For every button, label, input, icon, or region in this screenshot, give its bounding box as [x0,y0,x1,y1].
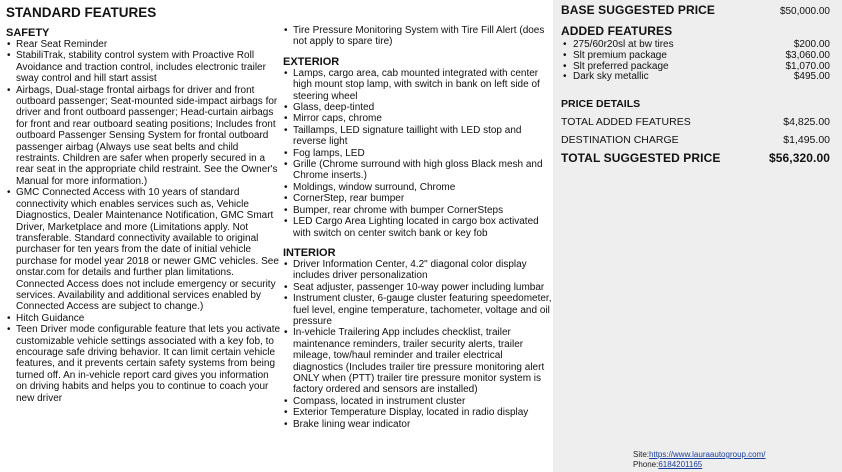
price-details-title: PRICE DETAILS [561,98,641,110]
interior-list [283,259,553,430]
added-feature-label: • Dark sky metallic [561,72,649,83]
pricing-panel [553,0,842,472]
section-title-interior: INTERIOR [283,246,336,259]
exterior-list [283,68,553,239]
site-label: Site: [633,450,650,459]
total-added-row [561,116,830,128]
dealer-footer [633,450,766,469]
base-price-label: BASE SUGGESTED PRICE [561,3,716,17]
list-item: • Airbags, Dual-stage frontal airbags for driver and front outboard passenger; Seat-mounted side-impact airbags for driver and front outboard passenger; Head-curtain airbags for front and rear outboard seating positions; Includes front outboard Passenger Sensing System for frontal outboard passenger airbag (Always use seat belts and child restraints. Children are safer when properly secured in a rear seat in the appropriate child restraint. See the Owner's Manual for more information.) [6,85,282,188]
list-item: • Moldings, window surround, Chrome [283,182,553,193]
site-link[interactable]: https://www.lauraautogroup.com/ [649,450,766,459]
features-column-right [283,25,553,430]
added-feature-label: • Slt premium package [561,51,667,62]
total-added-value: $4,825.00 [783,116,830,128]
added-feature-row [561,51,830,62]
safety-list [6,39,282,404]
list-item: • Rear Seat Reminder [6,39,282,50]
section-title-safety: SAFETY [6,27,50,39]
destination-value: $1,495.00 [783,134,830,146]
added-features-title: ADDED FEATURES [561,24,673,38]
total-label: TOTAL SUGGESTED PRICE [561,151,721,165]
list-item: • Exterior Temperature Display, located in radio display [283,407,553,418]
list-item: • Lamps, cargo area, cab mounted integrated with center high mount stop lamp, with switch in bank on left side of steering wheel [283,68,553,102]
added-features-list [561,40,830,83]
features-column-left [6,5,282,404]
destination-row [561,134,830,146]
list-item: • Fog lamps, LED [283,148,553,159]
list-item: • StabiliTrak, stability control system with Proactive Roll Avoidance and traction control, includes electronic trailer sway control and hill start assist [6,50,282,84]
added-feature-price: $495.00 [793,71,830,83]
phone-link[interactable]: 6184201165 [658,459,703,469]
list-item: • CornerStep, rear bumper [283,193,553,204]
list-item: • Glass, deep-tinted [283,102,553,113]
list-item: • In-vehicle Trailering App includes checklist, trailer maintenance reminders, trailer security alerts, trailer mileage, tow/haul reminder and trailer electrical diagnostics (Includes trailer tire pressure monitoring alert ONLY when (PTT) trailer tire pressure monitor system is factory ordered and sensors are installed) [283,327,553,395]
list-item: • Taillamps, LED signature taillight with LED stop and reverse light [283,125,553,148]
list-item: • LED Cargo Area Lighting located in cargo box activated with switch on center switch bank or key fob [283,216,553,239]
list-item: • Mirror caps, chrome [283,113,553,124]
safety-list-continued [283,25,553,48]
list-item: • Compass, located in instrument cluster [283,396,553,407]
total-added-label: TOTAL ADDED FEATURES [561,116,691,128]
added-feature-price: $3,060.00 [785,49,830,61]
total-row [561,151,830,165]
list-item: • Hitch Guidance [6,313,282,324]
list-item: • Seat adjuster, passenger 10-way power including lumbar [283,282,553,293]
total-value: $56,320.00 [768,151,830,165]
base-price-row [561,3,830,17]
added-feature-label: • 275/60r20sl at bw tires [561,40,674,51]
list-item: • Driver Information Center, 4.2" diagonal color display includes driver personalization [283,259,553,282]
added-features [561,24,830,83]
list-item: • Tire Pressure Monitoring System with Tire Fill Alert (does not apply to spare tire) [283,25,553,48]
added-feature-label: • Slt preferred package [561,62,669,73]
page-title: STANDARD FEATURES [6,5,157,20]
list-item: • Brake lining wear indicator [283,419,553,430]
phone-label: Phone: [633,459,659,469]
added-feature-price: $200.00 [793,39,830,50]
list-item: • Bumper, rear chrome with bumper CornerSteps [283,205,553,216]
site-line [633,450,766,460]
list-item: • GMC Connected Access with 10 years of standard connectivity which enables services such as, Vehicle Diagnostics, Dealer Maintenance Notification, GMC Smart Driver, Marketplace and more (Limitations apply. Not transferable. Standard connectivity available to original purchaser for ten years from the date of initial vehicle purchase for model year 2018 or newer GMC vehicles. See onstar.com for details and further plan limitations. Connected Access does not include emergency or security services. Availability and additional services enabled by Connected Access are subject to change.) [6,187,282,312]
list-item: • Grille (Chrome surround with high gloss Black mesh and Chrome inserts.) [283,159,553,182]
list-item: • Teen Driver mode configurable feature that lets you activate customizable vehicle settings associated with a key fob, to encourage safe driving behavior. It can limit certain vehicle features, and it prevents certain safety systems from being turned off. An in-vehicle report card gives you information on driving habits and helps you to continue to coach your new driver [6,324,282,404]
added-feature-price: $1,070.00 [785,60,830,72]
added-feature-row [561,72,830,83]
destination-label: DESTINATION CHARGE [561,134,679,146]
list-item: • Instrument cluster, 6-gauge cluster featuring speedometer, fuel level, engine temperature, tachometer, voltage and oil pressure [283,293,553,327]
base-price-value: $50,000.00 [779,6,830,17]
section-title-exterior: EXTERIOR [283,55,340,68]
phone-line [633,460,766,470]
